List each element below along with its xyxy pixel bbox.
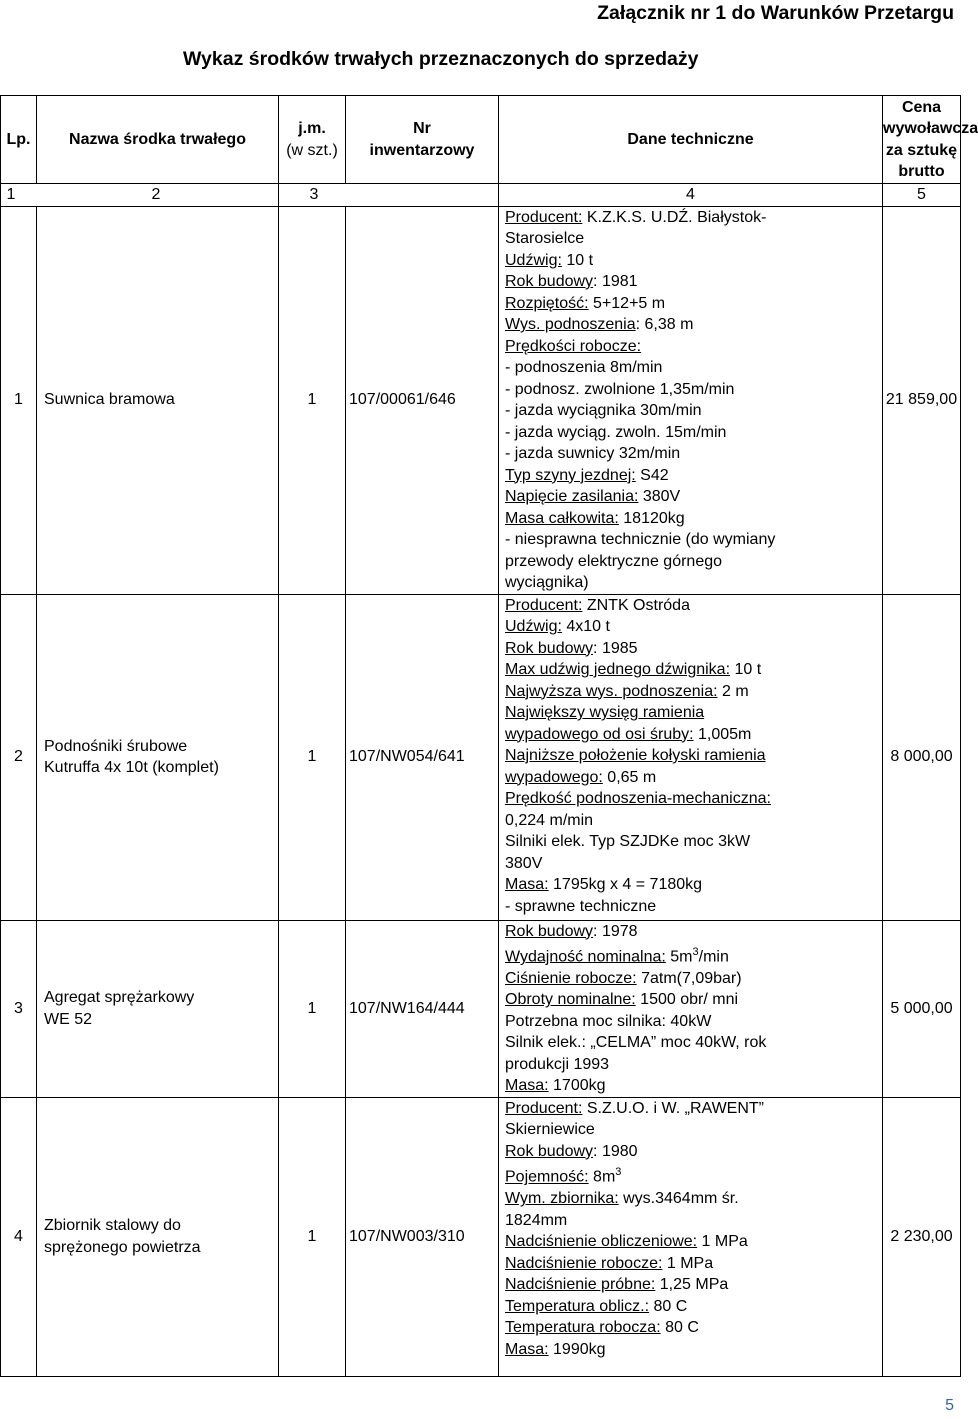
- tech-line: [505, 465, 878, 487]
- tech-value: produkcji 1993: [505, 1055, 610, 1073]
- tech-line: [505, 1210, 878, 1232]
- tech-value: ZNTK Ostróda: [582, 596, 690, 614]
- tech-line: [505, 250, 878, 272]
- tech-label: Masa:: [505, 1077, 549, 1095]
- column-number: 1: [6, 186, 16, 203]
- tech-line: [505, 659, 878, 681]
- row-asset-name: [37, 206, 279, 594]
- tech-label: Rok budowy: [505, 922, 594, 940]
- tech-label: Rok budowy: [505, 1142, 594, 1160]
- tech-label: Udźwig:: [505, 618, 562, 635]
- tech-value: Potrzebna moc silnika: 40kW: [505, 1012, 712, 1030]
- tech-label: Wydajność nominalna:: [505, 948, 666, 966]
- tech-line: [505, 788, 878, 810]
- header-price-line: za sztukę: [885, 141, 958, 159]
- tech-line: [505, 745, 878, 767]
- tech-label: Producent:: [505, 596, 583, 614]
- row-inventory-number: 107/NW164/444: [346, 920, 499, 1097]
- tech-value: - niesprawna technicznie (do wymiany: [505, 531, 776, 548]
- tech-value: 10 t: [730, 661, 762, 678]
- tech-value: - podnosz. zwolnione 1,35m/min: [505, 380, 735, 398]
- row-inventory-number: 107/NW003/310: [346, 1097, 499, 1376]
- tech-label: Max udźwig jednego dźwignika:: [505, 661, 731, 678]
- tech-line: [505, 853, 878, 875]
- tech-label: Rok budowy: [505, 639, 594, 657]
- tech-label: Pojemność:: [505, 1168, 589, 1186]
- tech-value: 1795kg x 4 = 7180kg: [548, 876, 703, 893]
- tech-line: [505, 595, 878, 617]
- tech-line: [505, 1162, 878, 1188]
- tech-label: Nadciśnienie obliczeniowe:: [505, 1233, 698, 1251]
- tech-value: S42: [635, 466, 669, 484]
- tech-value: przewody elektryczne górnego: [505, 552, 723, 570]
- tech-line: [505, 616, 878, 638]
- tech-line: [505, 1141, 878, 1163]
- tech-label: Producent:: [505, 1099, 583, 1117]
- row-price: 8 000,00: [883, 594, 961, 920]
- row-asset-name: [37, 1097, 279, 1376]
- tech-line: [505, 228, 878, 250]
- tech-line: [505, 681, 878, 703]
- tech-value: wyciągnika): [505, 574, 589, 591]
- tech-line: [505, 1274, 878, 1296]
- asset-name-line: Suwnica bramowa: [44, 391, 175, 409]
- tech-line: [505, 529, 878, 551]
- tech-value: 1824mm: [505, 1211, 568, 1229]
- tech-value: : 1980: [593, 1142, 638, 1160]
- tech-label: Prędkości robocze:: [505, 337, 642, 355]
- tech-value: - podnoszenia 8m/min: [505, 359, 663, 376]
- tech-value: - jazda wyciągnika 30m/min: [505, 402, 702, 419]
- tech-value: Silniki elek. Typ SZJDKe moc 3kW: [505, 833, 751, 850]
- tech-line: [505, 896, 878, 918]
- row-price: 5 000,00: [883, 920, 961, 1097]
- tech-label: Rozpiętość:: [505, 294, 589, 312]
- row-quantity: 1: [279, 594, 346, 920]
- assets-table: [0, 95, 978, 1377]
- tech-line: [505, 1231, 878, 1253]
- tech-label: Nadciśnienie robocze:: [505, 1254, 663, 1272]
- tech-line: [505, 486, 878, 508]
- tech-value: 80 C: [660, 1319, 699, 1337]
- tech-label: Największy wysięg ramienia: [505, 704, 705, 721]
- document-title: Wykaz środków trwałych przeznaczonych do sprzedaży: [183, 48, 699, 70]
- tech-line: [505, 314, 878, 336]
- asset-name-line: Zbiornik stalowy do: [44, 1217, 181, 1235]
- header-inventory: [346, 96, 499, 184]
- tech-value: 1500 obr/ mni: [635, 991, 739, 1009]
- row-lp: 2: [1, 594, 37, 920]
- tech-label: Napięcie zasilania:: [505, 488, 639, 505]
- tech-value: 380V: [638, 488, 681, 505]
- header-price: [883, 96, 978, 184]
- table-row: [1, 594, 961, 920]
- tech-line: [505, 1119, 878, 1141]
- tech-value: 5+12+5 m: [588, 294, 666, 312]
- row-inventory-number: 107/00061/646: [346, 206, 499, 594]
- tech-value: 5m: [665, 948, 693, 966]
- row-price: 2 230,00: [883, 1097, 961, 1376]
- tech-label: Temperatura robocza:: [505, 1319, 661, 1337]
- tech-line: [505, 379, 878, 401]
- tech-value: : 1985: [593, 639, 638, 657]
- tech-value: : 6,38 m: [635, 316, 694, 333]
- tech-value-suffix: /min: [698, 948, 729, 966]
- tech-label: Ciśnienie robocze:: [505, 969, 637, 987]
- tech-line: [505, 1317, 878, 1339]
- tech-value: 1 MPa: [662, 1254, 714, 1272]
- tech-line: [505, 874, 878, 896]
- tech-line: [505, 1032, 878, 1054]
- tech-superscript: 3: [615, 1166, 622, 1179]
- header-price-line: Cena: [901, 98, 942, 116]
- column-number-cell: [1, 184, 279, 207]
- tech-label: Najwyższa wys. podnoszenia:: [505, 682, 718, 700]
- tech-value: wys.3464mm śr.: [618, 1190, 739, 1208]
- row-lp: 3: [1, 920, 37, 1097]
- tech-value: 7atm(7,09bar): [636, 969, 742, 987]
- header-row: [1, 96, 961, 184]
- tech-value: 1 MPa: [697, 1233, 748, 1251]
- row-technical-data: [499, 206, 883, 594]
- tech-label: Masa:: [505, 1340, 549, 1358]
- tech-label: Obroty nominalne:: [505, 991, 636, 1009]
- tech-line: [505, 1253, 878, 1275]
- column-number-cell: 5: [883, 184, 961, 207]
- tech-line: [505, 336, 878, 358]
- tech-label: Rok budowy: [505, 273, 594, 290]
- tech-line: [505, 1075, 878, 1097]
- tech-value: 380V: [505, 854, 543, 872]
- tech-value: 1,005m: [693, 725, 752, 743]
- asset-name-line: WE 52: [44, 1010, 93, 1028]
- tech-line: [505, 810, 878, 832]
- tech-label: Udźwig:: [505, 251, 562, 269]
- annex-heading: Załącznik nr 1 do Warunków Przetargu: [597, 2, 954, 24]
- tech-value: - jazda wyciąg. zwoln. 15m/min: [505, 423, 727, 441]
- tech-value: 1990kg: [548, 1340, 606, 1358]
- tech-line: [505, 572, 878, 594]
- header-name: Nazwa środka trwałego: [37, 96, 279, 184]
- tech-label: Temperatura oblicz.:: [505, 1297, 650, 1315]
- table-row: [1, 206, 961, 594]
- tech-line: [505, 508, 878, 530]
- tech-label: wypadowego od osi śruby:: [505, 725, 694, 743]
- tech-label: Wym. zbiornika:: [505, 1190, 619, 1208]
- header-price-line: wywoławcza: [883, 120, 978, 137]
- header-unit-line: (w szt.): [286, 141, 338, 159]
- tech-value: Silnik elek.: „CELMA” moc 40kW, rok: [505, 1034, 767, 1052]
- tech-value: 18120kg: [618, 509, 685, 527]
- tech-label: Nadciśnienie próbne:: [505, 1276, 656, 1294]
- tech-line: [505, 989, 878, 1011]
- tech-line: [505, 551, 878, 573]
- tech-label: Producent:: [505, 208, 583, 226]
- column-number: 3: [309, 186, 319, 203]
- tech-superscript: 3: [692, 946, 699, 958]
- tech-line: [505, 422, 878, 444]
- tech-line: [505, 207, 878, 229]
- row-asset-name: [37, 594, 279, 920]
- tech-line: [505, 1054, 878, 1076]
- row-quantity: 1: [279, 920, 346, 1097]
- row-technical-data: [499, 594, 883, 920]
- header-unit-line: j.m.: [298, 120, 326, 137]
- tech-line: [505, 942, 878, 968]
- row-price: 21 859,00: [883, 206, 961, 594]
- header-lp: Lp.: [1, 96, 37, 184]
- column-number-cell: [279, 184, 499, 207]
- tech-value: 1700kg: [548, 1077, 606, 1095]
- table-row: [1, 920, 961, 1097]
- tech-label: Prędkość podnoszenia-mechaniczna:: [505, 790, 771, 807]
- tech-line: [505, 921, 878, 943]
- tech-line: [505, 443, 878, 465]
- tech-value: 10 t: [561, 251, 594, 269]
- tech-label: Typ szyny jezdnej:: [505, 466, 636, 484]
- tech-label: Masa całkowita:: [505, 509, 619, 527]
- tech-line: [505, 1339, 878, 1361]
- row-lp: 4: [1, 1097, 37, 1376]
- row-technical-data: [499, 920, 883, 1097]
- tech-line: [505, 702, 878, 724]
- asset-name-line: Kutruffa 4x 10t (komplet): [44, 759, 219, 776]
- tech-value: : 1981: [593, 273, 638, 290]
- tech-line: [505, 767, 878, 789]
- tech-line: [505, 271, 878, 293]
- asset-name-line: Podnośniki śrubowe: [44, 737, 188, 755]
- tech-line: [505, 724, 878, 746]
- header-inventory-line: inwentarzowy: [369, 141, 475, 159]
- column-number-cell: 4: [499, 184, 883, 207]
- tech-line: [505, 1011, 878, 1033]
- tech-label: Masa:: [505, 876, 549, 893]
- tech-line: [505, 638, 878, 660]
- column-number-row: [1, 184, 961, 207]
- tech-value: 80 C: [649, 1297, 688, 1315]
- tech-label: Najniższe położenie kołyski ramienia: [505, 747, 766, 764]
- tech-value: Skierniewice: [505, 1121, 595, 1139]
- row-inventory-number: 107/NW054/641: [346, 594, 499, 920]
- tech-value: Starosielce: [505, 230, 585, 247]
- header-unit: [279, 96, 346, 184]
- header-price-line: brutto: [898, 163, 945, 180]
- tech-value: 0,65 m: [602, 768, 657, 786]
- row-technical-data: [499, 1097, 883, 1376]
- tech-line: [505, 1188, 878, 1210]
- tech-value: 8m: [588, 1168, 616, 1186]
- tech-value: - sprawne techniczne: [505, 897, 657, 915]
- tech-line: [505, 1296, 878, 1318]
- asset-name-line: sprężonego powietrza: [44, 1238, 201, 1256]
- tech-line: [505, 357, 878, 379]
- tech-value: 0,224 m/min: [505, 811, 594, 829]
- header-tech: Dane techniczne: [499, 96, 883, 184]
- tech-line: [505, 400, 878, 422]
- tech-line: [505, 293, 878, 315]
- tech-value: K.Z.K.S. U.DŹ. Białystok-: [582, 208, 767, 226]
- tech-value: - jazda suwnicy 32m/min: [505, 445, 681, 462]
- table-row: [1, 1097, 961, 1376]
- row-asset-name: [37, 920, 279, 1097]
- column-number: 2: [151, 186, 161, 203]
- row-lp: 1: [1, 206, 37, 594]
- row-quantity: 1: [279, 1097, 346, 1376]
- tech-line: [505, 968, 878, 990]
- page-number: 5: [945, 1397, 954, 1414]
- row-quantity: 1: [279, 206, 346, 594]
- tech-value: 4x10 t: [561, 618, 610, 635]
- tech-line: [505, 831, 878, 853]
- tech-label: wypadowego:: [505, 768, 603, 786]
- tech-value: : 1978: [593, 922, 638, 940]
- tech-value: 2 m: [717, 682, 749, 700]
- tech-value: S.Z.U.O. i W. „RAWENT”: [582, 1099, 765, 1117]
- tech-label: Wys. podnoszenia: [505, 316, 636, 333]
- header-inventory-line: Nr: [413, 120, 431, 137]
- asset-name-line: Agregat sprężarkowy: [44, 989, 195, 1007]
- tech-value: 1,25 MPa: [655, 1276, 729, 1294]
- tech-line: [505, 1098, 878, 1120]
